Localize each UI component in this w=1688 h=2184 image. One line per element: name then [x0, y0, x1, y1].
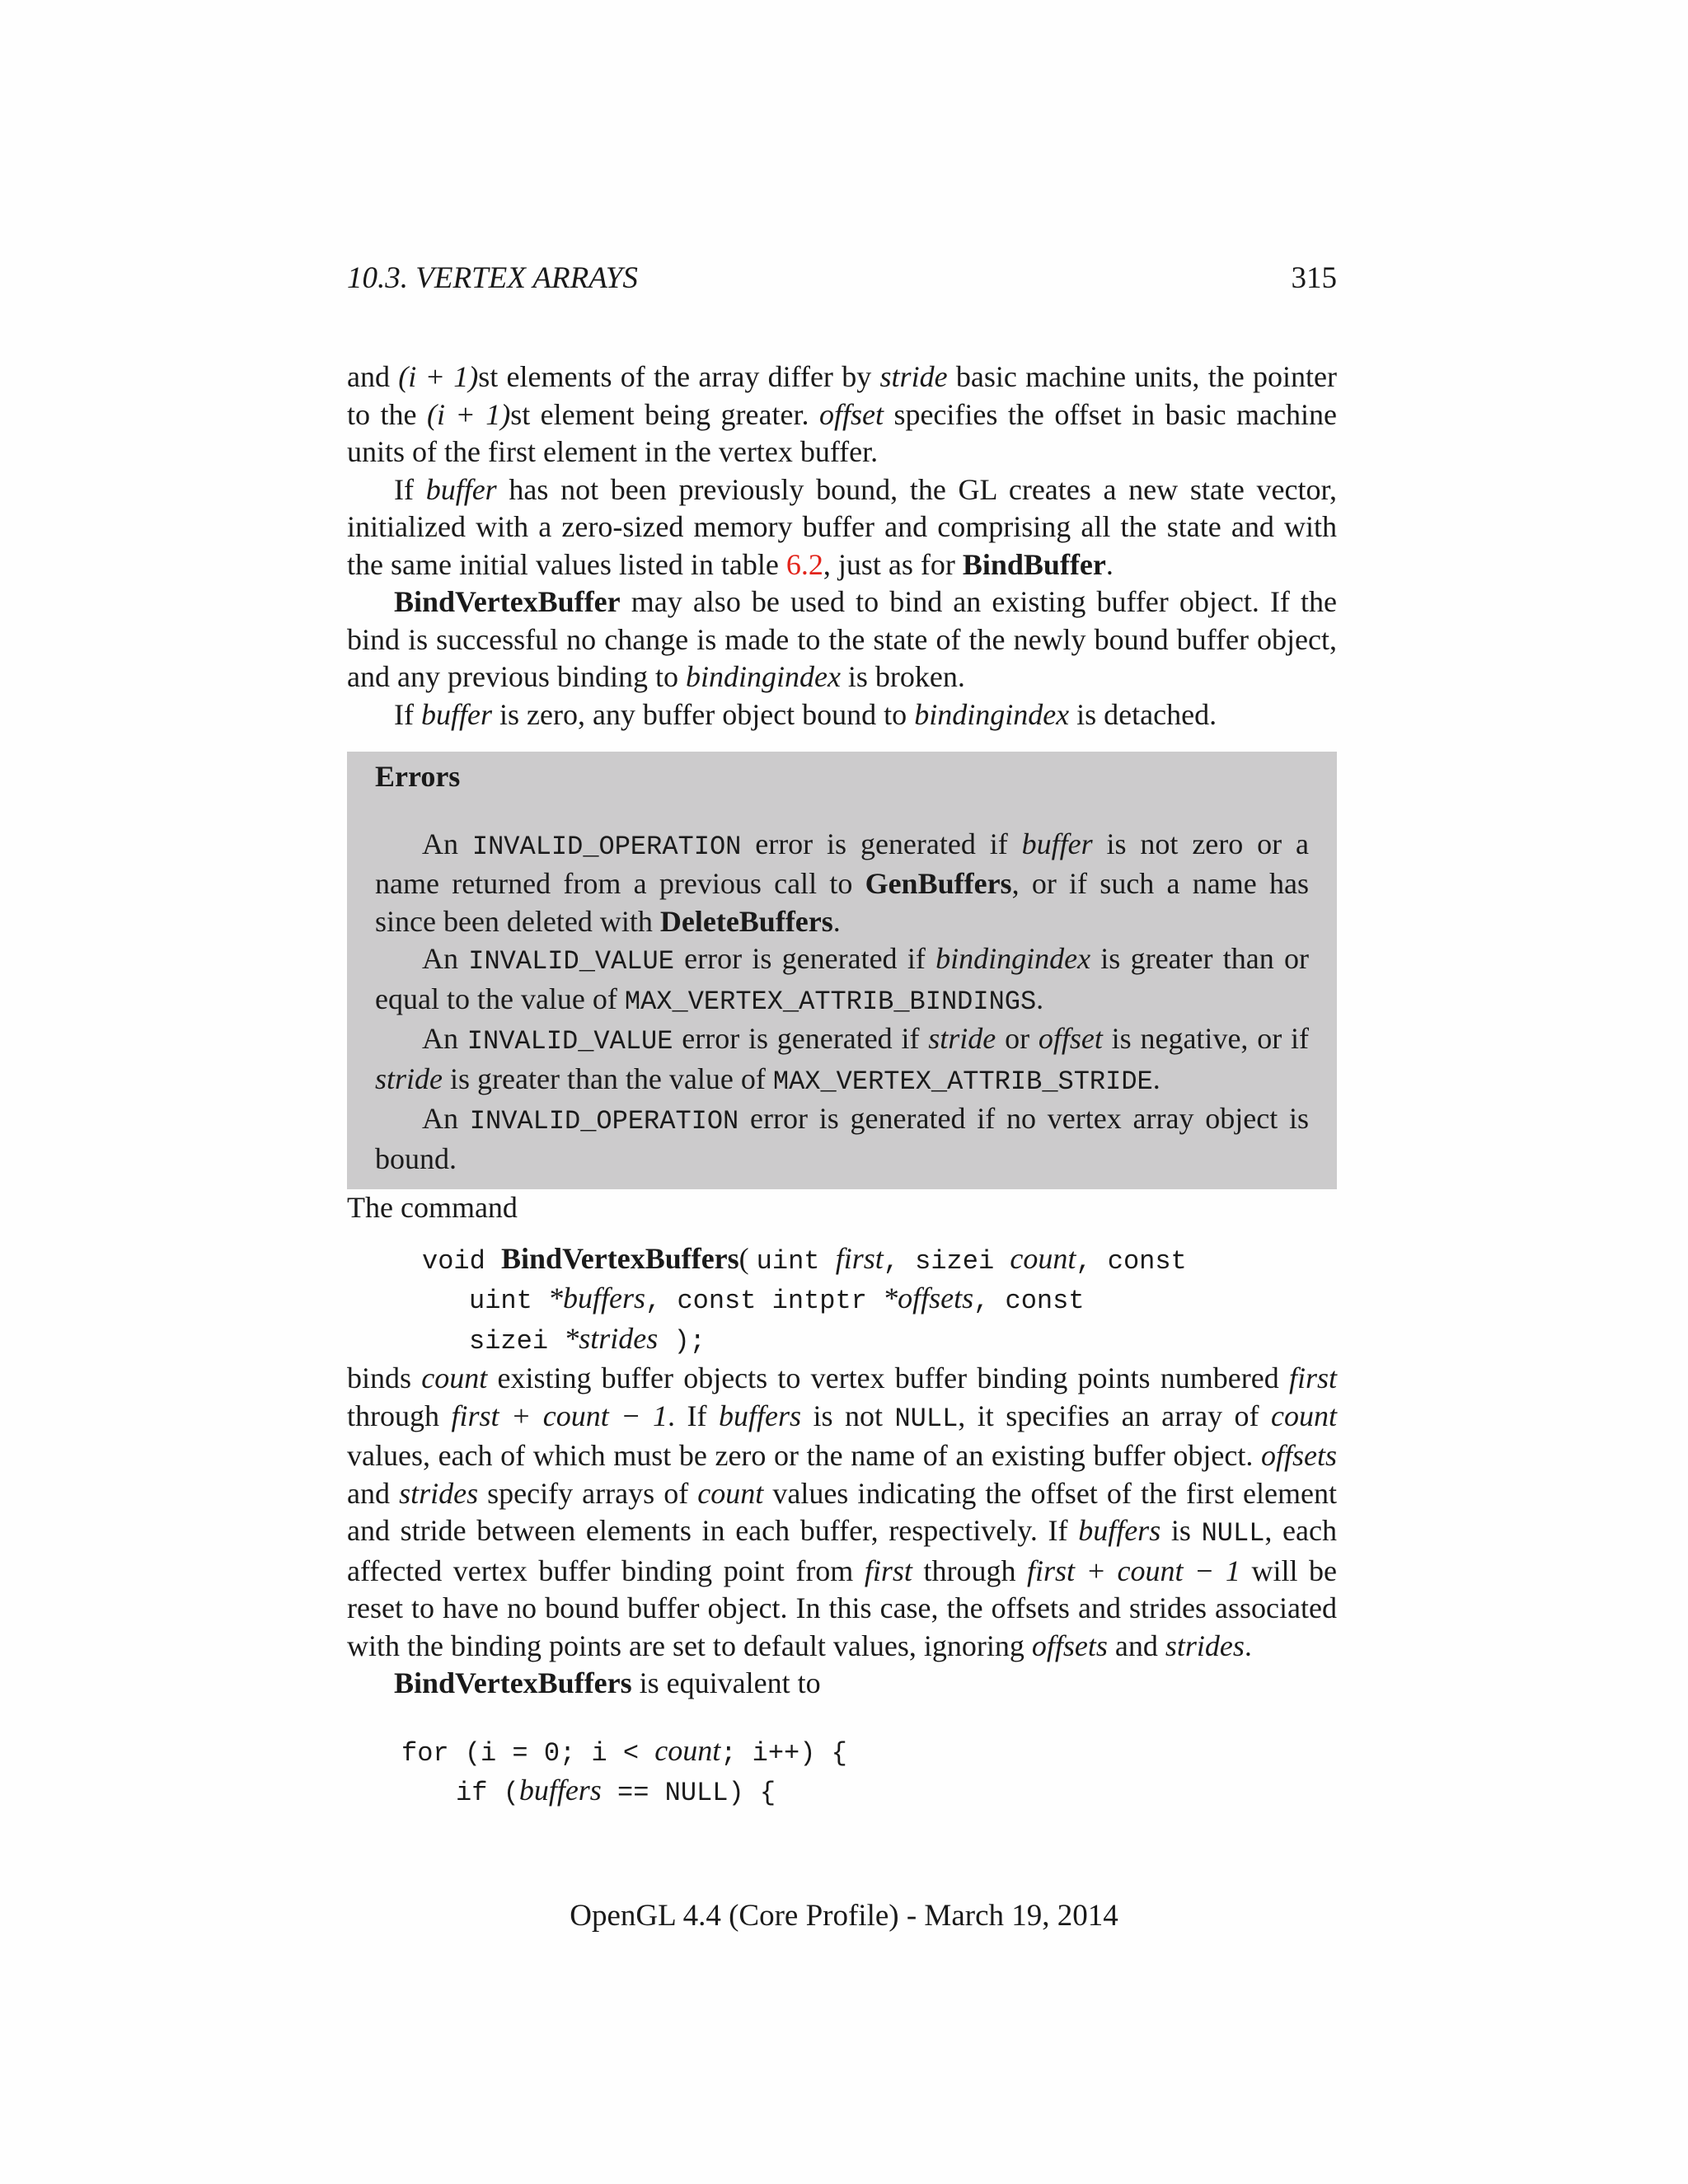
function-prototype: void BindVertexBuffers( uint first, sizei count, const uint *buffers, const intptr *offsets, const sizei *strides );: [422, 1241, 1187, 1357]
page-number: 315: [1291, 261, 1337, 295]
error-item: An INVALID_OPERATION error is generated if buffer is not zero or a name returned from a previous call to GenBuffers, or if such a name has since been deleted with DeleteBuffers.: [375, 827, 1309, 938]
error-item: An INVALID_VALUE error is generated if bindingindex is greater than or equal to the value of MAX_VERTEX_ATTRIB_BINDINGS.: [375, 942, 1309, 1017]
code-line: if (buffers == NULL) {: [456, 1774, 776, 1808]
error-item: An INVALID_OPERATION error is generated if no vertex array object is bound.: [375, 1102, 1310, 1175]
paragraph-buffer-not-bound: If buffer has not been previously bound, the GL creates a new state vector, initialized with a zero-sized memory buffer and comprising all the state and with the same initial values listed in table 6.2, just as for BindBuffer.: [347, 472, 1338, 581]
paragraph-equivalent: BindVertexBuffers is equivalent to: [394, 1666, 821, 1699]
running-header: [347, 260, 1337, 296]
errors-box: [347, 752, 1337, 1189]
paragraph-binds-count: binds count existing buffer objects to vertex buffer binding points numbered first through first + count − 1. If buffers is not NULL, it specifies an array of count values, each of which must be zero or the name of an existing buffer object. offsets and strides specify arrays of count values indicating the offset of the first element and stride between elements in each buffer, respectively. If buffers is NULL, each affected vertex buffer binding point from first through first + count − 1 will be reset to have no bound buffer object. In this case, the offsets and strides associated with the binding points are set to default values, ignoring offsets and strides.: [347, 1361, 1338, 1662]
code-line: for (i = 0; i < count; i++) {: [401, 1733, 847, 1769]
table-reference-link[interactable]: 6.2: [785, 547, 823, 581]
code-listing: [401, 1732, 1337, 1812]
error-item: An INVALID_VALUE error is generated if stride or offset is negative, or if stride is greater than the value of MAX_VERTEX_ATTRIB_STRIDE.: [375, 1022, 1309, 1097]
function-name: BindVertexBuffers: [501, 1241, 739, 1275]
section-title: 10.3. VERTEX ARRAYS: [347, 261, 638, 295]
paragraph-buffer-zero: If buffer is zero, any buffer object bound to bindingindex is detached.: [394, 697, 1217, 731]
page-body: [347, 359, 1337, 1812]
paragraph-stride: and (i + 1)st elements of the array differ by stride basic machine units, the pointer to the (i + 1)st element being greater. offset specifies the offset in basic machine units of the first element in the vertex buffer.: [347, 360, 1337, 468]
command-intro: The command: [347, 1191, 518, 1224]
errors-title: Errors: [375, 760, 461, 793]
paragraph-bind-existing: BindVertexBuffer may also be used to bind an existing buffer object. If the bind is successful no change is made to the state of the newly bound buffer object, and any previous binding to bindingindex is broken.: [347, 585, 1337, 693]
page-footer: OpenGL 4.4 (Core Profile) - March 19, 2014: [570, 1899, 1118, 1933]
